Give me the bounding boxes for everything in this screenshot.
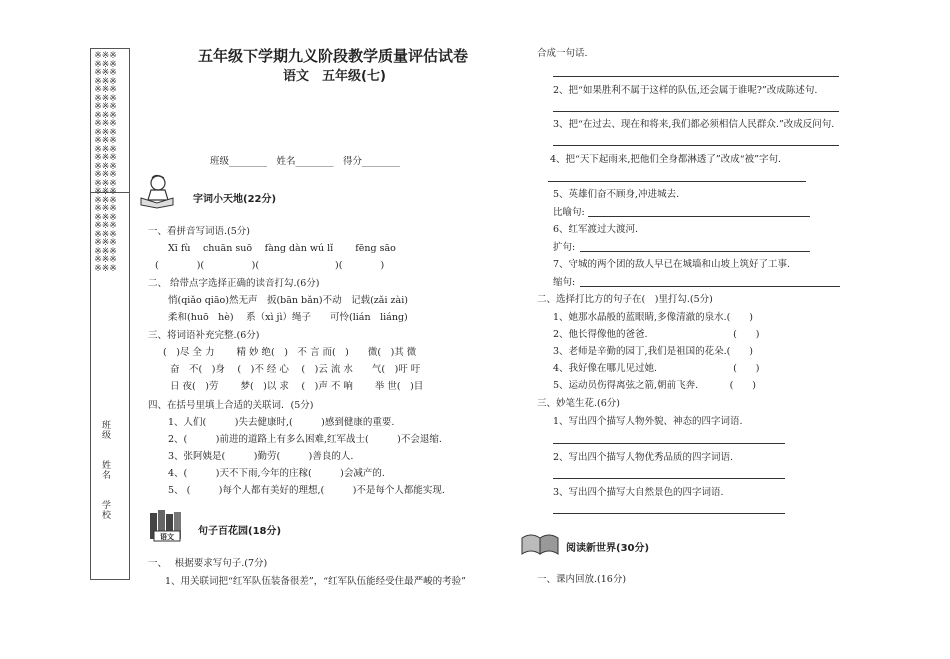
right-q5: 5、英雄们奋不顾身,冲进城去. [553,189,680,200]
binding-school-label: 学校 [100,500,110,520]
page-title: 五年级下学期九义阶段教学质量评估试卷 [198,47,469,65]
answer-line [553,513,785,514]
metaphor-item-3: 3、老师是辛勤的园丁,我们是祖国的花朵.( ) [553,346,753,357]
books-icon-label: 语文 [160,533,174,541]
right-q5-label: 比喻句: [553,207,585,218]
right-section2-heading: 二、选择打比方的句子在( )里打勾.(5分) [537,294,713,305]
q4-line3: 3、张阿姨是( )勤劳( )善良的人. [168,451,354,462]
answer-line [548,181,806,182]
q3-heading: 三、将词语补充完整.(6分) [148,330,260,341]
q5-line1: 1、用关联词把“红军队伍装备很差”，“红军队伍能经受住最严峻的考验” [165,576,466,587]
section-sentences-heading: 句子百花园(18分) [198,526,282,537]
q2-line2: 柔和(huō hè) 系（xì jì）绳子 可怜(lián liáng) [168,312,408,323]
binding-class-label: 班级 [100,420,110,440]
q4-heading: 四、在括号里填上合适的关联词．(5分) [148,400,314,411]
metaphor-item-4: 4、我好像在哪儿见过她. ( ) [553,363,760,374]
q1-pinyin: Xī fù chuān suō fàng dàn wú lǐ fēng sāo [168,243,396,254]
metaphor-item-1: 1、她那水晶般的蓝眼睛,多像清澈的泉水.( ) [553,312,753,323]
right-section3-heading: 三、妙笔生花.(6分) [537,398,620,409]
answer-line [553,478,785,479]
q5-heading: 一、 根据要求写句子.(7分) [148,558,268,569]
right-q6: 6、红军渡过大渡河. [553,224,639,235]
idiom-item-2: 2、写出四个描写人物优秀品质的四字词语. [553,452,734,463]
answer-line [553,111,839,112]
right-q7: 7、守城的两个团的敌人早已在城墙和山坡上筑好了工事. [553,259,791,270]
page-subtitle: 语文 五年级(七) [283,69,386,84]
q1-blanks: ( )( )( )( ) [155,260,385,271]
open-book-icon [520,530,560,556]
idiom-item-1: 1、写出四个描写人物外貌、神态的四字词语. [553,416,743,427]
answer-line [588,216,810,217]
answer-line [553,76,839,77]
right-q4: 4、把“天下起雨来,把他们全身都淋透了”改成“被”字句. [550,154,782,165]
right-q7-label: 缩句: [553,277,576,288]
q3-line2: 奋 不( )身 ( )不 经 心 ( )云 流 水 气( )吁 吁 [170,364,421,375]
student-info-line: 班级________ 姓名________ 得分________ [210,156,401,167]
right-q6-label: 扩句: [553,242,576,253]
idiom-item-3: 3、写出四个描写大自然景色的四字词语. [553,487,724,498]
binding-name-label: 姓名 [100,460,110,480]
right-q3: 3、把“在过去、现在和将来,我们都必须相信人民群众.”改成反问句. [553,119,835,130]
right-section4-heading: 一、课内回放.(16分) [537,574,627,585]
right-cont-text: 合成一句话. [537,48,588,59]
q4-line2: 2、( )前进的道路上有多么困难,红军战士( )不会退缩. [168,434,442,445]
q4-line4: 4、( )天不下雨,今年的庄稼( )会减产的. [168,468,385,479]
answer-line [580,251,810,252]
answer-line [580,286,840,287]
answer-line [553,145,839,146]
reading-child-icon [138,174,176,208]
q3-line1: ( )尽 全 力 精 妙 绝( ) 不 言 而( ) 微( )其 微 [163,347,417,358]
q1-heading: 一、看拼音写词语.(5分) [148,226,250,237]
section-vocabulary-heading: 字词小天地(22分) [193,194,277,205]
q2-heading: 二、 给带点字选择正确的读音打勾.(6分) [148,278,320,289]
right-q2: 2、把“如果胜利不属于这样的队伍,还会属于谁呢?”改成陈述句. [553,85,818,96]
metaphor-item-2: 2、他长得像他的爸爸. ( ) [553,329,760,340]
q3-line3: 日 夜( )劳 梦( )以 求 ( )声 不 响 举 世( )目 [170,381,424,392]
q4-line5: 5、 ( )每个人都有美好的理想,( )不是每个人都能实现. [168,485,445,496]
decorative-star-border: ※※※※※※※※※※※※※※※※※※※※※※※※※※※※※※※※※※※※※※※※※※※※※※※※※※※※※※※※※※※※※※※※※※※※※※※※※※※※※※ [94,51,117,274]
q4-line1: 1、人们( )失去健康时,( )感到健康的重要. [168,417,395,428]
section-reading-heading: 阅读新世界(30分) [566,543,650,554]
q2-line1: 悄(qiǎo qiāo)然无声 扳(bān bǎn)不动 记载(zǎi zài) [168,295,408,306]
answer-line [553,443,785,444]
metaphor-item-5: 5、运动员伤得离弦之箭,朝前飞奔. ( ) [553,380,757,391]
